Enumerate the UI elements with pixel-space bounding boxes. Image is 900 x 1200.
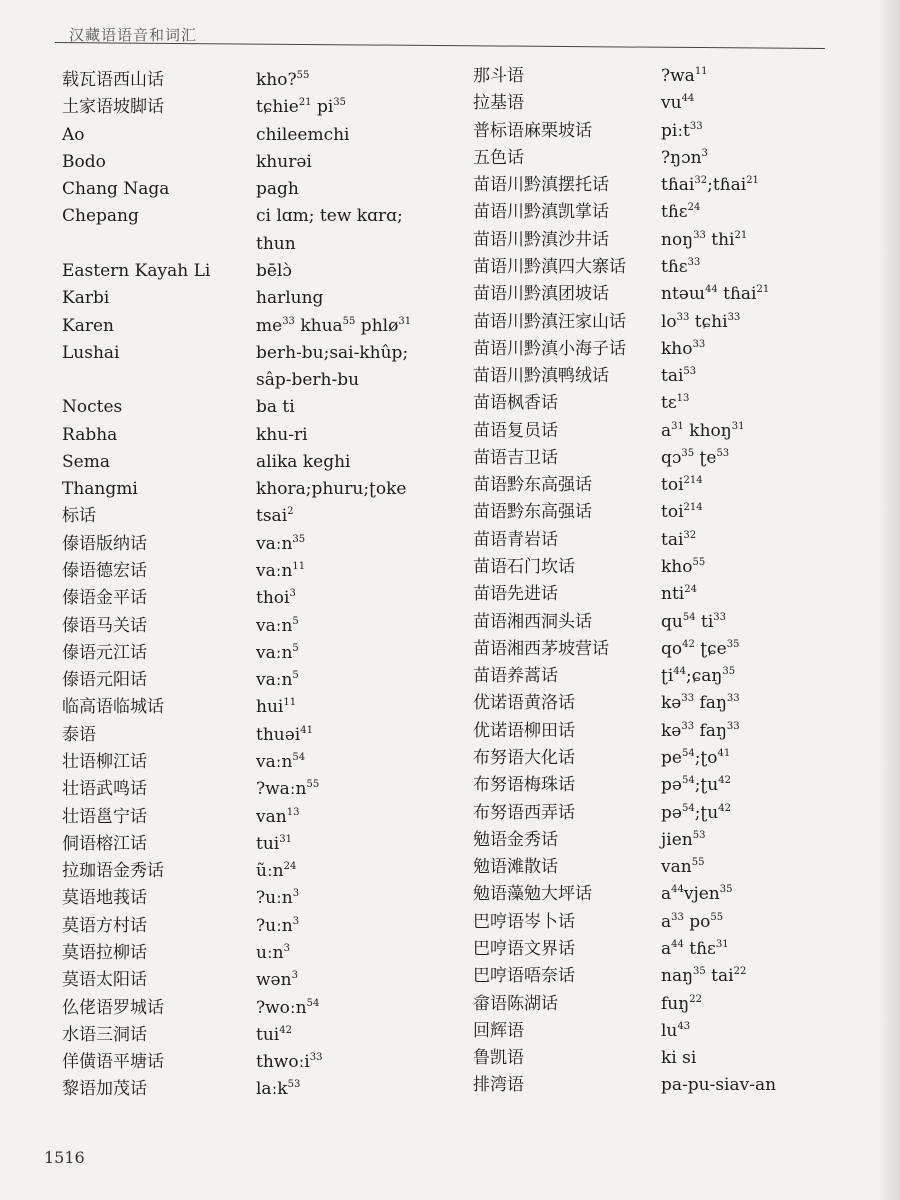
word-form: pagh	[256, 179, 299, 200]
word-form: vaːn$^5$	[256, 615, 299, 636]
word-form: ci lɑm; tew kɑrɑ;	[256, 206, 403, 227]
language-name: 侗语榕江话	[62, 833, 147, 854]
word-form: $pe^{54};ʈo^{41}$	[661, 748, 731, 768]
word-form: naŋ$^{35}$ tai$^{22}$	[661, 966, 747, 987]
word-form: tai$^{32}$	[661, 529, 697, 550]
word-form: kə$^{33}$ faŋ$^{33}$	[661, 720, 740, 741]
word-form: ?waːn$^{55}$	[256, 779, 320, 800]
language-name: Chepang	[62, 206, 139, 227]
language-name: 畲语陈湖话	[473, 993, 558, 1014]
word-form: $a^{44}$ tɦɛ$^{31}$	[661, 938, 729, 959]
word-form: $a^{44}vjen^{35}$	[661, 884, 733, 905]
word-form: $a^{31}$ khoŋ$^{31}$	[661, 420, 745, 441]
word-form: ?ŋɔn$^3$	[661, 147, 708, 168]
language-name: 巴哼语岑卜话	[473, 911, 575, 932]
language-name: 临高语临城话	[62, 697, 164, 718]
word-form: ?uːn$^3$	[256, 915, 300, 936]
language-name: Lushai	[62, 342, 120, 363]
language-name: 傣语元阳话	[62, 670, 147, 691]
word-form: $qu^{54}$ $ti^{33}$	[661, 611, 726, 632]
word-form: piːt$^{33}$	[661, 120, 703, 141]
language-name: 傣语金平话	[62, 588, 147, 609]
language-name: 苗语川黔滇汪家山话	[473, 311, 626, 332]
language-name: 优诺语柳田话	[473, 720, 575, 741]
language-name: 壮语武鸣话	[62, 779, 147, 800]
word-form: thoi$^3$	[256, 588, 296, 609]
language-name: 苗语川黔滇小海子话	[473, 338, 626, 359]
word-form: vaːn$^{35}$	[256, 533, 306, 554]
language-name: 苗语湘西洞头话	[473, 611, 592, 632]
language-name: 莫语地莪话	[62, 888, 147, 909]
language-name: 傣语元江话	[62, 642, 147, 663]
language-name: 苗语石门坎话	[473, 557, 575, 578]
word-form: tɛ$^{13}$	[661, 393, 690, 414]
language-name: 载瓦语西山话	[62, 70, 164, 90]
word-form: qɔ$^{35}$ ʈe$^{53}$	[661, 447, 730, 468]
word-form: thwoːi$^{33}$	[256, 1052, 323, 1073]
language-name: 泰语	[62, 724, 96, 745]
word-form: vaːn$^{54}$	[256, 752, 306, 772]
word-form: $a^{33}$ $po^{55}$	[661, 911, 724, 932]
language-name: 苗语黔东高强话	[473, 475, 592, 496]
language-name: 标话	[62, 506, 96, 527]
language-name: 勉语金秀话	[473, 829, 558, 850]
word-form: tai$^{53}$	[661, 366, 697, 387]
word-form: khurəi	[256, 151, 312, 172]
language-name: 苗语川黔滇四大寨话	[473, 256, 626, 277]
word-form: sâp-berh-bu	[256, 370, 360, 391]
word-form: fuŋ$^{22}$	[661, 993, 702, 1014]
word-form: $?wa^{11}$	[661, 66, 708, 86]
word-form: jien$^{53}$	[661, 829, 706, 850]
language-name: 普标语麻栗坡话	[473, 120, 592, 141]
language-name: 巴哼语唔奈话	[473, 966, 575, 987]
word-form: ?woːn$^{54}$	[256, 997, 320, 1018]
language-name: Eastern Kayah Li	[62, 260, 211, 281]
word-form: vaːn$^5$	[256, 670, 299, 691]
language-name: 壮语邕宁话	[62, 806, 147, 827]
word-form: ntəɯ$^{44}$ tɦai$^{21}$	[661, 284, 770, 305]
word-form: thuəi$^{41}$	[256, 724, 313, 745]
word-form: berh-bu;sai-khûp;	[256, 342, 409, 363]
language-name: Karbi	[62, 288, 110, 309]
word-form: tui$^{42}$	[256, 1024, 292, 1045]
language-name: 苗语川黔滇沙井话	[473, 229, 609, 250]
word-form: khu-ri	[256, 424, 308, 445]
language-name: 拉基语	[473, 93, 524, 114]
word-form: tɦɛ$^{24}$	[661, 202, 701, 223]
language-name: 黎语加茂话	[62, 1079, 147, 1100]
language-name: 苗语湘西茅坡营话	[473, 638, 609, 659]
language-name: 苗语川黔滇团坡话	[473, 284, 609, 305]
language-name: 苗语川黔滇摆托话	[473, 175, 609, 196]
language-name: 苗语枫香话	[473, 393, 558, 414]
language-name: 莫语拉柳话	[62, 942, 147, 963]
word-form: tsai$^2$	[256, 506, 294, 527]
word-form: vaːn$^{11}$	[256, 561, 306, 582]
word-form: vaːn$^5$	[256, 642, 299, 663]
word-form: pə$^{54}$;ʈu$^{42}$	[661, 802, 731, 823]
language-name: Rabha	[62, 424, 118, 445]
language-name: 排湾语	[473, 1075, 524, 1096]
word-form: kho$^{33}$	[661, 338, 706, 359]
language-name: 巴哼语文界话	[473, 938, 575, 959]
word-form: van$^{55}$	[661, 857, 705, 878]
word-form: tɦai$^{32}$;tɦai$^{21}$	[661, 175, 759, 196]
language-name: 回辉语	[473, 1020, 524, 1041]
language-name: 土家语坡脚话	[62, 97, 164, 118]
language-name: 傣语版纳话	[62, 533, 147, 554]
language-name: 那斗语	[473, 66, 524, 86]
language-name: 傣语马关话	[62, 615, 147, 636]
word-form: $lu^{43}$	[661, 1020, 691, 1041]
language-name: 布努语梅珠话	[473, 775, 575, 796]
language-name: 苗语复员话	[473, 420, 558, 441]
word-form: hui$^{11}$	[256, 697, 297, 718]
language-name: 鲁凯语	[473, 1048, 524, 1069]
language-name: 苗语养蒿话	[473, 666, 558, 687]
word-form: toi$^{214}$	[661, 475, 703, 496]
word-form: chileemchi	[256, 124, 350, 145]
word-form: tɦɛ$^{33}$	[661, 256, 701, 277]
word-form: pə$^{54}$;ʈu$^{42}$	[661, 775, 731, 796]
language-name: 苗语川黔滇鸭绒话	[473, 366, 609, 387]
language-name: 勉语藻勉大坪话	[473, 884, 592, 905]
word-form: $me^{33}$ khua$^{55}$ phlø$^{31}$	[256, 315, 412, 336]
language-name: Chang Naga	[62, 179, 170, 200]
word-form: kho$^{55}$	[661, 557, 706, 578]
word-form: tɕhie$^{21}$ $pi^{35}$	[256, 97, 347, 118]
language-name: 水语三洞话	[62, 1024, 147, 1045]
language-name: 五色话	[473, 147, 524, 168]
language-name: 仫佬语罗城话	[62, 997, 164, 1018]
word-form: ?uːn$^3$	[256, 888, 300, 909]
language-name: 傣语德宏话	[62, 561, 147, 582]
word-form: $qo^{42}$ ʈɕe$^{35}$	[661, 638, 740, 659]
language-name: Karen	[62, 315, 114, 336]
word-form: noŋ$^{33}$ thi$^{21}$	[661, 229, 748, 250]
word-form: pa-pu-siav-an	[661, 1075, 777, 1096]
word-form: toi$^{214}$	[661, 502, 703, 523]
word-form: kə$^{33}$ faŋ$^{33}$	[661, 693, 740, 714]
language-name: Ao	[62, 124, 85, 145]
language-name: Sema	[62, 451, 110, 472]
word-form: nti$^{24}$	[661, 584, 697, 605]
language-name: 佯僙语平塘话	[62, 1052, 164, 1073]
word-form: wən$^3$	[256, 970, 298, 991]
word-form: ʈi$^{44}$;ɕaŋ$^{35}$	[661, 666, 736, 687]
word-form: ki si	[661, 1048, 697, 1069]
word-form: uːn$^3$	[256, 942, 290, 963]
word-form: laːk$^{53}$	[256, 1079, 301, 1100]
word-form: kho?$^{55}$	[256, 70, 310, 90]
language-name: 苗语川黔滇凯掌话	[473, 202, 609, 223]
language-name: 布努语西弄话	[473, 802, 575, 823]
language-name: 莫语太阳话	[62, 970, 147, 991]
running-header-title: 汉藏语语音和词汇	[69, 26, 198, 44]
language-name: 苗语吉卫话	[473, 447, 558, 468]
language-name: 优诺语黄洛话	[473, 693, 575, 714]
language-name: 布努语大化话	[473, 748, 575, 768]
word-form: harlung	[256, 288, 324, 309]
language-name: Bodo	[62, 151, 106, 172]
language-name: 勉语滩散话	[473, 857, 558, 878]
language-name: Thangmi	[62, 479, 138, 500]
word-form: $lo^{33}$ tɕhi$^{33}$	[661, 311, 741, 332]
word-form: thun	[256, 233, 296, 254]
language-name: 苗语青岩话	[473, 529, 558, 550]
word-form: khora;phuru;ʈoke	[256, 479, 407, 500]
language-name: 苗语先进话	[473, 584, 558, 605]
word-form: alika keghi	[256, 451, 351, 472]
word-form: tui$^{31}$	[256, 833, 292, 854]
language-name: 苗语黔东高强话	[473, 502, 592, 523]
page-number: 1516	[44, 1148, 85, 1167]
language-name: 拉珈语金秀话	[62, 861, 164, 882]
word-form: $vu^{44}$	[661, 93, 695, 114]
language-name: 莫语方村话	[62, 915, 147, 936]
language-name: 壮语柳江话	[62, 752, 147, 772]
language-name: Noctes	[62, 397, 123, 418]
word-form: bēlɔ̀	[256, 260, 292, 281]
word-form: ũːn$^{24}$	[256, 861, 297, 882]
page-edge-shadow	[878, 0, 900, 1200]
word-form: van$^{13}$	[256, 806, 300, 827]
word-form: ba ti	[256, 397, 295, 418]
